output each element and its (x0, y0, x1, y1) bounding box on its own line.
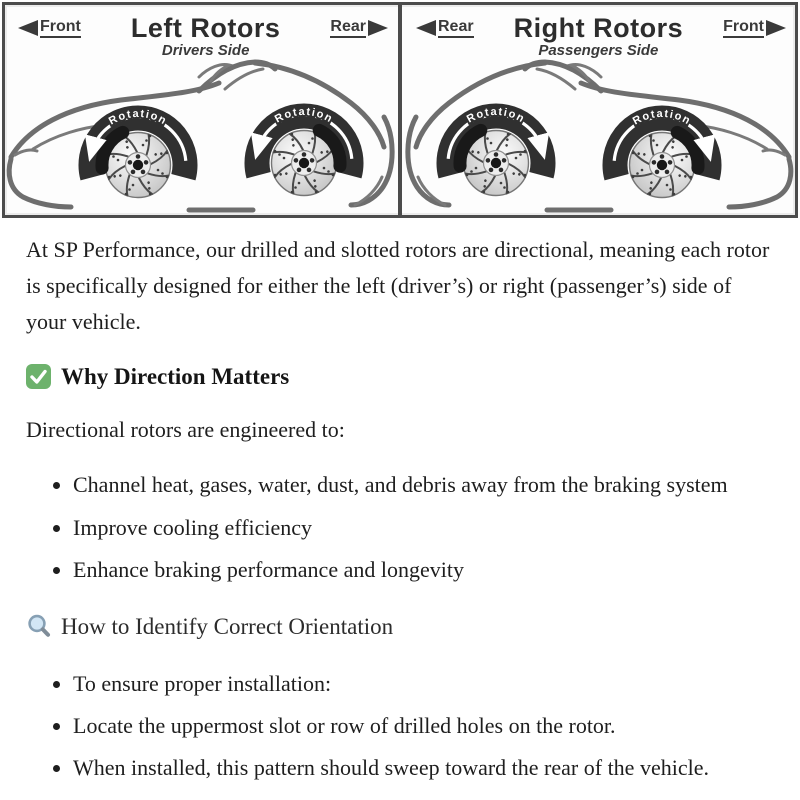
right-rear-rotor (448, 106, 543, 196)
panel-title-text: Right Rotors (513, 13, 684, 43)
rotation-label: Rotation (464, 105, 528, 126)
why-intro-line: Directional rotors are engineered to: (26, 416, 345, 442)
front-direction (18, 18, 81, 38)
arrow-left-icon (18, 20, 38, 36)
intro-paragraph: At SP Performance, our drilled and slotted rotors are directional, meaning each rotor is specifically designed for either the left (driver’s) or right (passenger’s) side of your vehicle. (26, 237, 770, 334)
list-item: • Channel heat, gases, water, dust, and debris away from the braking system (73, 467, 772, 502)
arrow-right-icon (766, 20, 786, 36)
front-direction (723, 18, 786, 38)
panel-divider (398, 5, 402, 215)
rear-direction (416, 18, 474, 38)
list-item: • Locate the uppermost slot or row of drilled holes on the rotor. (73, 708, 772, 743)
magnifier-icon (26, 613, 53, 640)
right-front-rotor (614, 108, 709, 198)
right-panel-title (514, 14, 683, 59)
rotation-label: Rotation (106, 107, 170, 128)
left-panel-title (131, 14, 281, 59)
left-front-rotor (91, 108, 186, 198)
article-body (0, 218, 800, 786)
rotation-label: Rotation (272, 105, 336, 126)
rear-direction (330, 18, 388, 38)
why-direction-matters-heading (26, 364, 772, 390)
list-item: • Improve cooling efficiency (73, 510, 772, 545)
panel-subtitle-text: Passengers Side (538, 42, 659, 60)
direction-label: Front (723, 18, 764, 38)
panel-title-text: Left Rotors (130, 13, 281, 43)
list-item: • To ensure proper installation: (73, 666, 772, 701)
heading-text: How to Identify Correct Orientation (61, 613, 394, 639)
right-panel-header (406, 10, 796, 62)
direction-label: Rear (438, 18, 474, 38)
rotation-label: Rotation (630, 107, 694, 128)
rotor-direction-diagram (2, 2, 798, 218)
panel-subtitle-text: Drivers Side (161, 42, 250, 60)
how-bullet-list (26, 666, 772, 786)
arrow-left-icon (416, 20, 436, 36)
left-panel-header (8, 10, 398, 62)
direction-label: Front (40, 18, 81, 38)
list-item: • Enhance braking performance and longevity (73, 552, 772, 587)
why-bullet-list (26, 467, 772, 587)
how-to-identify-heading (26, 613, 772, 640)
heading-text: Why Direction Matters (61, 363, 290, 389)
check-icon (26, 364, 51, 389)
list-item: • When installed, this pattern should sweep toward the rear of the vehicle. (73, 750, 772, 785)
arrow-right-icon (368, 20, 388, 36)
left-rear-rotor (257, 106, 352, 196)
direction-label: Rear (330, 18, 366, 38)
